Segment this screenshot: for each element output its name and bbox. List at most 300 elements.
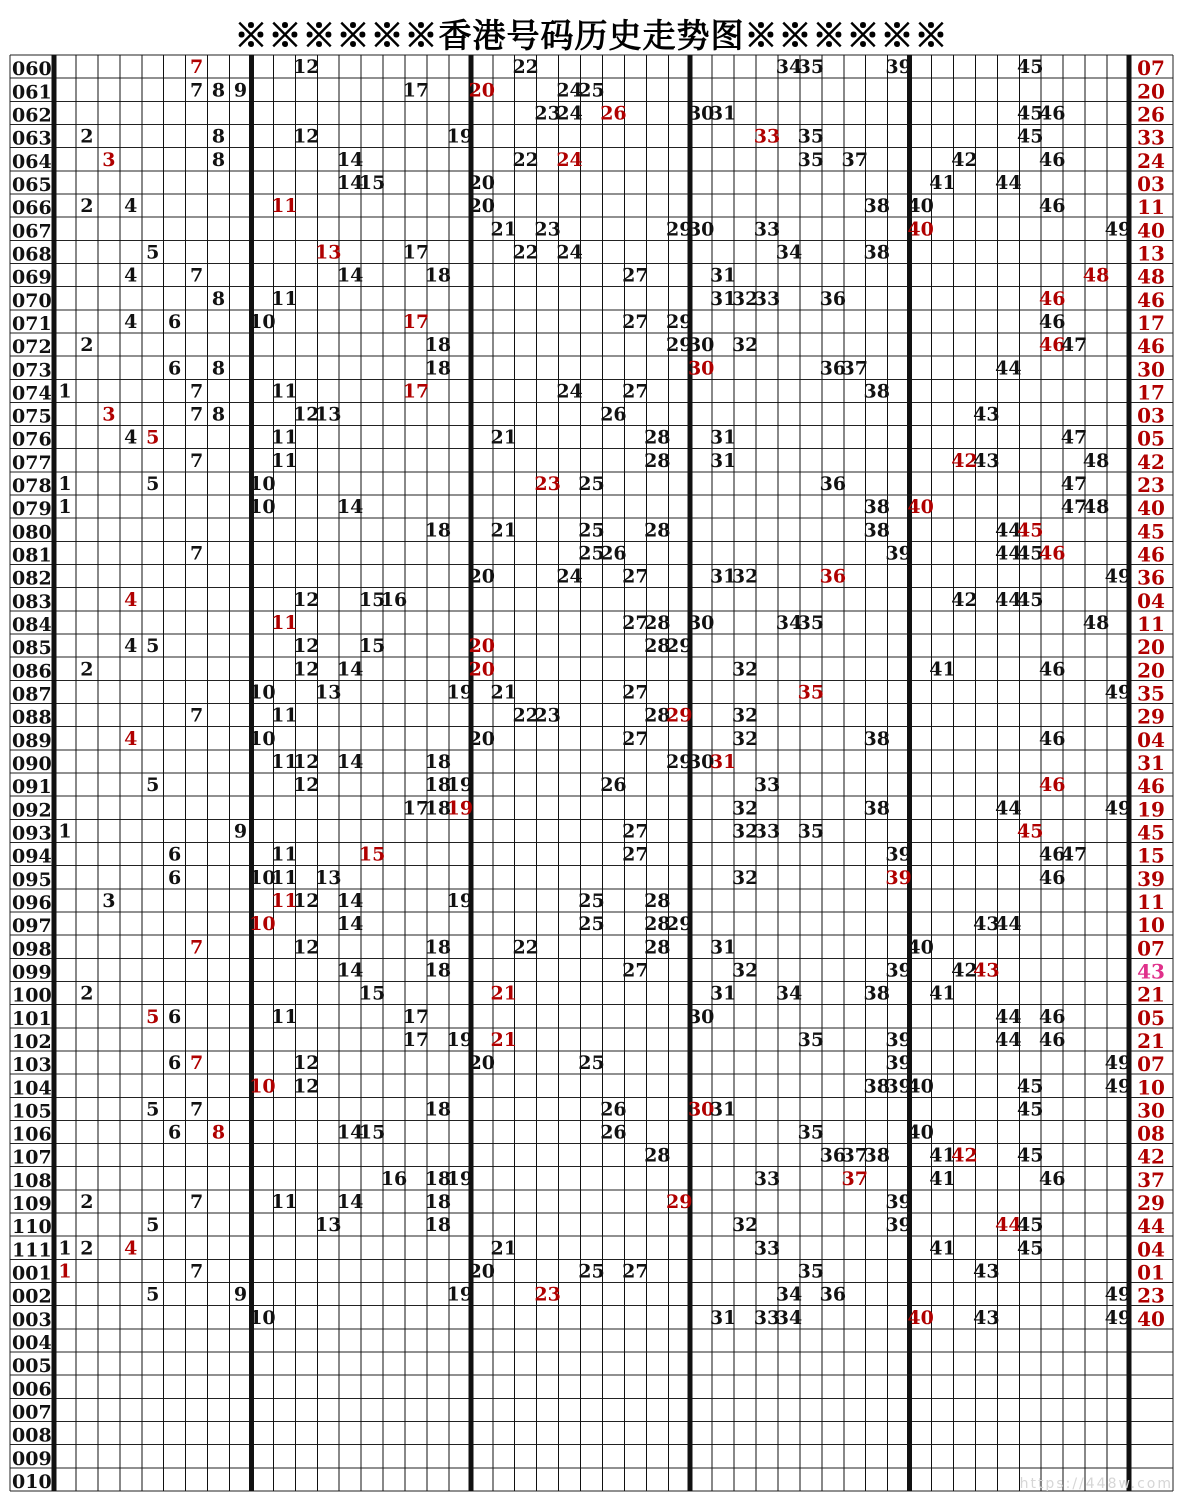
drawn-number: 38 [863, 727, 890, 750]
drawn-number: 33 [753, 218, 781, 241]
drawn-number: 39 [885, 843, 912, 866]
special-number: 20 [468, 79, 496, 102]
drawn-number: 18 [424, 959, 452, 982]
period-label: 087 [12, 683, 52, 706]
special-result: 07 [1137, 1052, 1165, 1077]
drawn-number: 4 [124, 635, 138, 658]
special-result: 03 [1137, 403, 1165, 428]
drawn-number: 45 [1017, 1237, 1044, 1260]
period-label: 098 [12, 938, 52, 961]
special-number: 10 [249, 913, 276, 936]
drawn-number: 28 [644, 704, 671, 727]
drawn-number: 37 [841, 148, 868, 171]
special-number: 11 [271, 612, 298, 635]
drawn-number: 46 [1038, 195, 1066, 218]
drawn-number: 14 [336, 751, 364, 773]
drawn-number: 27 [622, 310, 649, 333]
special-number: 45 [1017, 820, 1044, 843]
drawn-number: 49 [1104, 565, 1132, 588]
drawn-number: 11 [271, 843, 298, 866]
period-label: 092 [12, 799, 52, 822]
period-label: 076 [12, 428, 52, 451]
drawn-number: 16 [380, 1167, 408, 1190]
drawn-number: 30 [687, 334, 715, 357]
drawn-number: 18 [424, 1167, 452, 1190]
period-label: 060 [12, 58, 52, 81]
period-label: 072 [12, 336, 52, 359]
special-number: 40 [907, 1306, 934, 1329]
drawn-number: 2 [80, 195, 94, 218]
drawn-number: 35 [797, 1121, 825, 1144]
drawn-number: 7 [189, 264, 204, 287]
drawn-number: 28 [644, 889, 671, 912]
drawn-number: 4 [124, 195, 138, 218]
drawn-number: 15 [358, 588, 386, 611]
special-result: 04 [1137, 588, 1165, 613]
drawn-number: 43 [973, 1260, 1000, 1283]
period-label: 081 [12, 544, 52, 567]
drawn-number: 9 [233, 79, 248, 102]
period-label: 104 [12, 1077, 52, 1100]
special-result: 29 [1137, 704, 1165, 729]
drawn-number: 32 [731, 658, 759, 681]
drawn-number: 7 [189, 380, 204, 403]
drawn-number: 28 [644, 449, 671, 472]
special-result: 04 [1137, 1237, 1165, 1262]
drawn-number: 31 [709, 982, 737, 1005]
drawn-number: 28 [644, 1144, 671, 1167]
drawn-number: 35 [797, 1260, 825, 1283]
special-result: 44 [1137, 1214, 1165, 1239]
special-result: 21 [1137, 1028, 1165, 1053]
drawn-number: 28 [644, 635, 671, 658]
period-label: 102 [12, 1030, 52, 1053]
drawn-number: 49 [1104, 1052, 1132, 1075]
special-number: 48 [1082, 264, 1110, 287]
drawn-number: 45 [1017, 542, 1044, 565]
special-result: 30 [1137, 357, 1165, 382]
drawn-number: 44 [995, 171, 1022, 194]
drawn-number: 42 [951, 588, 978, 611]
drawn-number: 19 [446, 889, 474, 912]
drawn-number: 28 [644, 913, 671, 936]
drawn-number: 22 [512, 936, 539, 959]
drawn-number: 19 [446, 681, 474, 704]
special-result: 10 [1137, 913, 1165, 938]
drawn-number: 32 [731, 1214, 759, 1237]
drawn-number: 34 [775, 56, 803, 79]
period-label: 066 [12, 197, 52, 220]
drawn-number: 18 [424, 357, 452, 380]
watermark-text: https://448w.com [1019, 1476, 1173, 1492]
period-label: 107 [12, 1146, 52, 1169]
drawn-number: 9 [233, 1283, 248, 1306]
drawn-number: 11 [271, 287, 298, 310]
drawn-number: 48 [1082, 612, 1110, 635]
period-label: 079 [12, 498, 52, 521]
drawn-number: 35 [797, 148, 825, 171]
drawn-number: 26 [600, 774, 627, 797]
drawn-number: 47 [1060, 426, 1088, 449]
period-label: 007 [12, 1401, 52, 1424]
drawn-number: 24 [556, 102, 583, 125]
drawn-number: 21 [490, 1237, 517, 1260]
special-result: 13 [1137, 241, 1165, 266]
period-label: 100 [12, 984, 52, 1007]
drawn-number: 46 [1038, 1167, 1066, 1190]
special-number: 37 [841, 1167, 868, 1190]
drawn-number: 29 [666, 751, 693, 773]
special-number: 39 [885, 866, 912, 889]
period-label: 097 [12, 915, 52, 938]
period-label: 111 [12, 1239, 52, 1262]
drawn-number: 30 [687, 612, 715, 635]
drawn-number: 31 [709, 1306, 737, 1329]
drawn-number: 5 [146, 1214, 160, 1237]
drawn-number: 2 [80, 1191, 94, 1214]
drawn-number: 41 [929, 171, 956, 194]
drawn-number: 25 [578, 473, 605, 496]
drawn-number: 31 [709, 426, 737, 449]
drawn-number: 43 [973, 1306, 1000, 1329]
drawn-number: 23 [534, 218, 561, 241]
special-result: 15 [1137, 843, 1165, 868]
drawn-number: 4 [124, 310, 138, 333]
period-label: 109 [12, 1193, 52, 1216]
drawn-number: 21 [490, 519, 517, 542]
drawn-number: 34 [775, 612, 803, 635]
drawn-number: 14 [336, 264, 364, 287]
period-label: 069 [12, 266, 52, 289]
drawn-number: 7 [189, 1191, 204, 1214]
drawn-number: 27 [622, 843, 649, 866]
drawn-number: 13 [315, 866, 342, 889]
special-result: 37 [1137, 1167, 1165, 1192]
drawn-number: 8 [211, 357, 226, 380]
drawn-number: 41 [929, 1167, 956, 1190]
drawn-number: 4 [124, 264, 138, 287]
drawn-number: 20 [468, 727, 496, 750]
drawn-number: 38 [863, 195, 890, 218]
drawn-number: 12 [293, 1075, 320, 1098]
period-label: 110 [12, 1216, 52, 1239]
drawn-number: 30 [687, 218, 715, 241]
period-label: 094 [12, 845, 52, 868]
special-number: 43 [973, 959, 1000, 982]
special-number: 8 [211, 1121, 226, 1144]
drawn-number: 35 [797, 612, 825, 635]
drawn-number: 32 [731, 727, 759, 750]
drawn-number: 24 [556, 241, 583, 264]
drawn-number: 5 [146, 635, 160, 658]
drawn-number: 24 [556, 380, 583, 403]
drawn-number: 8 [211, 403, 226, 426]
drawn-number: 25 [578, 542, 605, 565]
drawn-number: 36 [819, 1144, 847, 1167]
drawn-number: 18 [424, 519, 452, 542]
drawn-number: 26 [600, 403, 627, 426]
drawn-number: 11 [271, 704, 298, 727]
drawn-number: 27 [622, 565, 649, 588]
drawn-number: 12 [293, 889, 320, 912]
drawn-number: 26 [600, 1121, 627, 1144]
special-result: 42 [1137, 1144, 1165, 1169]
special-number: 42 [951, 1144, 978, 1167]
drawn-number: 45 [1017, 1144, 1044, 1167]
drawn-number: 38 [863, 380, 890, 403]
drawn-number: 11 [271, 449, 298, 472]
drawn-number: 44 [995, 519, 1022, 542]
drawn-number: 27 [622, 681, 649, 704]
drawn-number: 12 [293, 751, 320, 773]
special-result: 43 [1137, 959, 1165, 984]
drawn-number: 12 [293, 56, 320, 79]
special-result: 03 [1137, 171, 1165, 196]
special-number: 30 [687, 357, 715, 380]
drawn-number: 13 [315, 1214, 342, 1237]
drawn-number: 46 [1038, 866, 1066, 889]
drawn-number: 33 [753, 287, 781, 310]
drawn-number: 45 [1017, 102, 1044, 125]
drawn-number: 32 [731, 866, 759, 889]
period-label: 068 [12, 243, 52, 266]
drawn-number: 46 [1038, 1005, 1066, 1028]
period-label: 010 [12, 1471, 52, 1493]
drawn-number: 17 [402, 1005, 430, 1028]
drawn-number: 39 [885, 1191, 912, 1214]
drawn-number: 23 [534, 704, 561, 727]
drawn-number: 39 [885, 959, 912, 982]
drawn-number: 36 [819, 357, 847, 380]
drawn-number: 24 [556, 79, 583, 102]
special-number: 4 [124, 727, 138, 750]
period-label: 075 [12, 405, 52, 428]
drawn-number: 38 [863, 241, 890, 264]
special-result: 01 [1137, 1260, 1165, 1285]
drawn-number: 27 [622, 727, 649, 750]
drawn-number: 49 [1104, 1283, 1132, 1306]
drawn-number: 5 [146, 473, 160, 496]
special-number: 5 [146, 1005, 160, 1028]
special-number: 3 [102, 403, 116, 426]
special-number: 46 [1038, 334, 1066, 357]
drawn-number: 27 [622, 1260, 649, 1283]
drawn-number: 46 [1038, 727, 1066, 750]
period-label: 090 [12, 753, 52, 775]
drawn-number: 39 [885, 56, 912, 79]
period-label: 064 [12, 150, 52, 173]
drawn-number: 6 [168, 1121, 182, 1144]
special-result: 40 [1137, 218, 1165, 243]
drawn-number: 45 [1017, 1098, 1044, 1121]
drawn-number: 46 [1038, 102, 1066, 125]
special-number: 29 [666, 1191, 693, 1214]
period-label: 084 [12, 614, 52, 637]
period-label: 008 [12, 1424, 52, 1447]
drawn-number: 5 [146, 241, 160, 264]
drawn-number: 45 [1017, 1075, 1044, 1098]
drawn-number: 39 [885, 1052, 912, 1075]
period-label: 082 [12, 567, 52, 590]
drawn-number: 27 [622, 820, 649, 843]
drawn-number: 2 [80, 658, 94, 681]
drawn-number: 38 [863, 1075, 890, 1098]
special-number: 26 [600, 102, 627, 125]
drawn-number: 25 [578, 519, 605, 542]
special-result: 05 [1137, 426, 1165, 451]
drawn-number: 34 [775, 982, 803, 1005]
drawn-number: 7 [189, 403, 204, 426]
special-number: 30 [687, 1098, 715, 1121]
drawn-number: 33 [753, 1167, 781, 1190]
special-result: 20 [1137, 79, 1165, 104]
period-label: 063 [12, 127, 52, 150]
period-label: 093 [12, 822, 52, 845]
special-number: 17 [402, 380, 430, 403]
drawn-number: 7 [189, 1098, 204, 1121]
drawn-number: 39 [885, 1075, 912, 1098]
special-number: 3 [102, 148, 116, 171]
drawn-number: 10 [249, 727, 276, 750]
period-label: 103 [12, 1054, 52, 1077]
special-result: 40 [1137, 1306, 1165, 1331]
drawn-number: 19 [446, 125, 474, 148]
drawn-number: 18 [424, 797, 452, 820]
drawn-number: 29 [666, 218, 693, 241]
drawn-number: 40 [907, 936, 934, 959]
special-number: 42 [951, 449, 978, 472]
drawn-number: 19 [446, 1167, 474, 1190]
drawn-number: 31 [709, 936, 737, 959]
special-result: 11 [1137, 612, 1165, 637]
drawn-number: 6 [168, 1052, 182, 1075]
drawn-number: 17 [402, 79, 430, 102]
special-result: 31 [1137, 751, 1165, 775]
period-label: 105 [12, 1100, 52, 1123]
drawn-number: 20 [468, 565, 496, 588]
drawn-number: 43 [973, 449, 1000, 472]
drawn-number: 32 [731, 334, 759, 357]
drawn-number: 27 [622, 380, 649, 403]
special-number: 44 [995, 1214, 1022, 1237]
drawn-number: 40 [907, 1075, 934, 1098]
drawn-number: 34 [775, 1306, 803, 1329]
special-result: 40 [1137, 496, 1165, 521]
drawn-number: 22 [512, 241, 539, 264]
drawn-number: 18 [424, 751, 452, 773]
drawn-number: 43 [973, 913, 1000, 936]
drawn-number: 1 [58, 380, 72, 403]
drawn-number: 12 [293, 658, 320, 681]
drawn-number: 12 [293, 774, 320, 797]
special-number: 10 [249, 1075, 276, 1098]
period-label: 067 [12, 220, 52, 243]
drawn-number: 33 [753, 1306, 781, 1329]
drawn-number: 49 [1104, 681, 1132, 704]
drawn-number: 14 [336, 658, 364, 681]
special-number: 21 [490, 982, 517, 1005]
drawn-number: 7 [189, 449, 204, 472]
drawn-number: 41 [929, 1144, 956, 1167]
drawn-number: 1 [58, 473, 72, 496]
drawn-number: 12 [293, 125, 320, 148]
drawn-number: 2 [80, 1237, 94, 1260]
drawn-number: 1 [58, 496, 72, 519]
period-label: 095 [12, 868, 52, 891]
drawn-number: 8 [211, 148, 226, 171]
drawn-number: 42 [951, 959, 978, 982]
special-number: 35 [797, 681, 825, 704]
drawn-number: 39 [885, 1214, 912, 1237]
drawn-number: 11 [271, 426, 298, 449]
drawn-number: 37 [841, 1144, 868, 1167]
drawn-number: 7 [189, 79, 204, 102]
period-label: 096 [12, 891, 52, 914]
period-label: 078 [12, 475, 52, 498]
drawn-number: 33 [753, 820, 781, 843]
drawn-number: 5 [146, 1283, 160, 1306]
period-label: 091 [12, 776, 52, 799]
drawn-number: 7 [189, 704, 204, 727]
special-result: 24 [1137, 148, 1165, 173]
drawn-number: 30 [687, 1005, 715, 1028]
period-label: 085 [12, 637, 52, 660]
drawn-number: 48 [1082, 496, 1110, 519]
special-number: 11 [271, 195, 298, 218]
special-result: 10 [1137, 1075, 1165, 1100]
special-result: 08 [1137, 1121, 1165, 1146]
special-number: 40 [907, 218, 934, 241]
drawn-number: 40 [907, 1121, 934, 1144]
special-result: 26 [1137, 102, 1165, 127]
period-label: 004 [12, 1332, 52, 1355]
drawn-number: 10 [249, 310, 276, 333]
period-label: 003 [12, 1308, 52, 1331]
period-label: 106 [12, 1123, 52, 1146]
drawn-number: 19 [446, 774, 474, 797]
period-label: 065 [12, 173, 52, 196]
drawn-number: 13 [315, 681, 342, 704]
special-result: 46 [1137, 774, 1165, 799]
drawn-number: 25 [578, 79, 605, 102]
special-result: 11 [1137, 195, 1165, 220]
special-number: 33 [753, 125, 781, 148]
special-result: 07 [1137, 56, 1165, 81]
drawn-number: 2 [80, 125, 94, 148]
drawn-number: 12 [293, 635, 320, 658]
drawn-number: 36 [819, 1283, 847, 1306]
drawn-number: 14 [336, 171, 364, 194]
drawn-number: 27 [622, 959, 649, 982]
drawn-number: 4 [124, 426, 138, 449]
drawn-number: 47 [1060, 496, 1088, 519]
drawn-number: 21 [490, 218, 517, 241]
drawn-number: 2 [80, 982, 94, 1005]
drawn-number: 29 [666, 310, 693, 333]
drawn-number: 10 [249, 1306, 276, 1329]
period-label: 005 [12, 1355, 52, 1378]
drawn-number: 49 [1104, 797, 1132, 820]
period-label: 074 [12, 382, 52, 405]
drawn-number: 7 [189, 1260, 204, 1283]
drawn-number: 20 [468, 195, 496, 218]
special-number: 40 [907, 496, 934, 519]
drawn-number: 8 [211, 287, 226, 310]
special-number: 13 [315, 241, 342, 264]
drawn-number: 6 [168, 843, 182, 866]
drawn-number: 28 [644, 519, 671, 542]
drawn-number: 47 [1060, 473, 1088, 496]
